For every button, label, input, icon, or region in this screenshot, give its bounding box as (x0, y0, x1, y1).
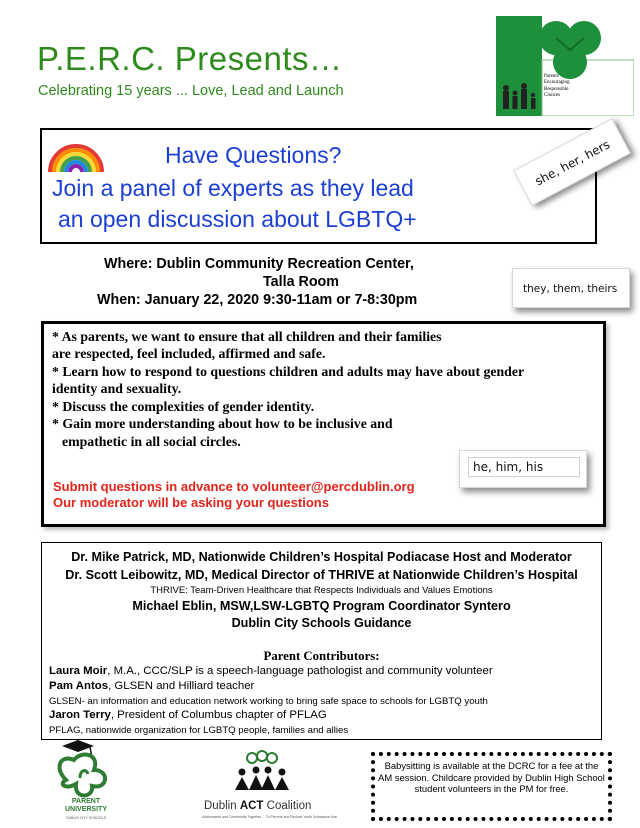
goal-bullet: * Gain more understanding about how to be inclusive and (52, 416, 393, 431)
contributor-desc: , GLSEN and Hilliard teacher (108, 680, 255, 692)
goal-bullet: * Discuss the complexities of gender identity. (52, 399, 315, 414)
act-coalition-name: Dublin ACT Coalition (204, 800, 312, 812)
contributor-name: Pam Antos (49, 680, 109, 692)
event-when: When: January 22, 2020 9:30-11am or 7-8:30pm (97, 292, 418, 308)
submit-questions-note: Submit questions in advance to volunteer@percdublin.org (53, 479, 415, 494)
questions-heading: Have Questions? (165, 142, 342, 168)
goal-bullet: are respected, feel included, affirmed and safe. (52, 346, 326, 361)
act-coalition-logo (198, 748, 326, 824)
page-subtitle: Celebrating 15 years ... Love, Lead and Launch (38, 83, 344, 99)
contributor-3 (49, 709, 327, 721)
contributor-desc: , M.A., CCC/SLP is a speech-language pathologist and community volunteer (107, 665, 493, 677)
parent-contributors-heading: Parent Contributors: (263, 649, 380, 663)
pronoun-card-she: she, her, hers (513, 118, 631, 206)
speaker-1: Dr. Mike Patrick, MD, Nationwide Children’s Hospital Podiacase Host and Moderator (71, 550, 572, 564)
parent-university-logo (52, 740, 120, 822)
glsen-note: GLSEN- an information and education network working to bring safe space to schools for LGBTQ youth (49, 696, 488, 707)
questions-line-2: an open discussion about LGBTQ+ (58, 206, 417, 232)
babysitting-note: Babysitting is available at the DCRC for a fee at the AM session. Childcare provided by Dublin High School student volunteers in the PM for free. (371, 752, 612, 821)
contributor-1 (49, 665, 493, 677)
parent-university-text: PARENT UNIVERSITY DUBLIN CITY SCHOOLS (64, 798, 107, 820)
act-people-icon (198, 748, 326, 800)
act-coalition-tagline: Adolescents and Community Together ... To Prevent and Reduce Youth Substance Use (202, 815, 337, 819)
speaker-4: Dublin City Schools Guidance (231, 616, 412, 630)
event-where: Where: Dublin Community Recreation Center, (104, 256, 414, 272)
speaker-2: Dr. Scott Leibowitz, MD, Medical Director of THRIVE at Nationwide Children’s Hospital (65, 568, 578, 582)
goal-bullet: * Learn how to respond to questions children and adults may have about gender (52, 364, 525, 379)
event-room: Talla Room (263, 274, 339, 290)
logo-words: Parents Encouraging Responsible Choices (544, 74, 570, 98)
moderator-note: Our moderator will be asking your questions (53, 495, 329, 510)
questions-line-1: Join a panel of experts as they lead (52, 175, 414, 201)
contributor-name: Laura Moir (49, 665, 108, 677)
speaker-3: Michael Eblin, MSW,LSW-LGBTQ Program Coordinator Syntero (132, 599, 511, 613)
thrive-definition: THRIVE: Team-Driven Healthcare that Respects Individuals and Values Emotions (150, 585, 493, 596)
page-title: P.E.R.C. Presents… (37, 40, 343, 77)
shamrock-family-icon (496, 16, 634, 116)
goal-bullet: empathetic in all social circles. (62, 434, 241, 449)
rainbow-icon (44, 132, 108, 178)
perc-logo (496, 16, 634, 116)
contributor-2 (49, 680, 254, 692)
goal-bullet: identity and sexuality. (52, 381, 182, 396)
contributor-desc: , President of Columbus chapter of PFLAG (110, 709, 327, 721)
pronoun-card-he (459, 450, 587, 488)
pronoun-card-they: they, them, theirs (512, 268, 630, 308)
contributor-name: Jaron Terry (49, 709, 111, 721)
pronoun-card-he-label: he, him, his (468, 457, 580, 477)
goal-bullet: * As parents, we want to ensure that all children and their families (52, 329, 442, 344)
pflag-note: PFLAG, nationwide organization for LGBTQ people, families and allies (49, 725, 349, 736)
